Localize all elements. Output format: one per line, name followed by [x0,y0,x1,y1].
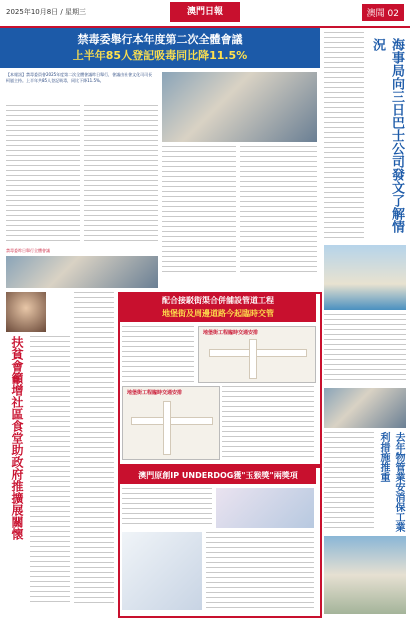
lead-intro: 【本報訊】禁毒委員會2025年度第二次全體會議昨日舉行，會議由社會文化司司長柯嵐主持。上半年共85人登記吸毒，同比下降11.5%。 [6,72,153,83]
traffic-map-1 [198,326,316,383]
right-story-body-col1 [324,32,364,242]
traffic-map-2 [122,386,220,460]
right-bottom-body [324,432,374,532]
lead-photo-caption: 禁毒委昨日舉行全體會議 [6,248,50,253]
left-story-body-col2 [74,292,114,606]
roadworks-body-col1 [122,326,194,382]
issue-date: 2025年10月8日 / 星期三 [6,8,86,16]
left-story-body-col1 [30,336,70,606]
lead-headline-banner [0,28,320,68]
map1-title: 地堡街工程臨時交通安排 [203,330,259,336]
map2-title: 地堡街工程臨時交通安排 [127,390,183,396]
map2-road-h [131,417,213,425]
map2-road-v [163,401,171,455]
ip-mascot-photo [216,488,314,528]
meeting-photo [6,256,158,288]
lead-photo [162,72,317,142]
ip-story-title: 澳門原創IP UNDERDOG獲"玉猴獎"兩獎項 [120,468,316,484]
lead-body-col3 [162,146,236,276]
lead-body-col2 [84,105,158,245]
roadworks-title-line2: 地堡街及周邊道路今起臨時交管 [162,309,274,318]
building-photo [324,536,406,614]
right-story-headline: 海事局向三日巴士公司發文了解情況 [370,38,404,233]
right-story-body-col2 [324,314,406,384]
roadworks-title-line1: 配合接駁街渠合併舖設管道工程 [162,296,274,305]
lead-body-col4 [240,146,317,276]
award-photo [122,532,202,610]
ip-story-body-col1 [122,488,212,528]
ip-story-body-col2 [206,532,314,610]
right-photo [324,388,406,428]
section-label: 澳聞 02 [362,4,404,21]
lead-title-line2: 上半年85人登記吸毒同比降11.5% [72,49,248,62]
map1-road-h [209,349,307,357]
right-bottom-headline: 去年物管業安消保工業利措施推重 [378,432,404,532]
map1-road-v [249,339,257,379]
roadworks-title [120,294,316,322]
masthead-logo: 澳門日報 [170,2,240,22]
lead-title-line1: 禁毒委舉行本年度第二次全體會議 [77,33,243,46]
left-vertical-headline: 扶貧會籲增社區食堂助政府推擴展關懷 [10,336,24,540]
portrait-photo [6,292,46,332]
ferry-photo [324,245,406,310]
lead-body-col1 [6,105,80,245]
roadworks-body-col2 [222,386,314,458]
page-header [0,0,410,28]
